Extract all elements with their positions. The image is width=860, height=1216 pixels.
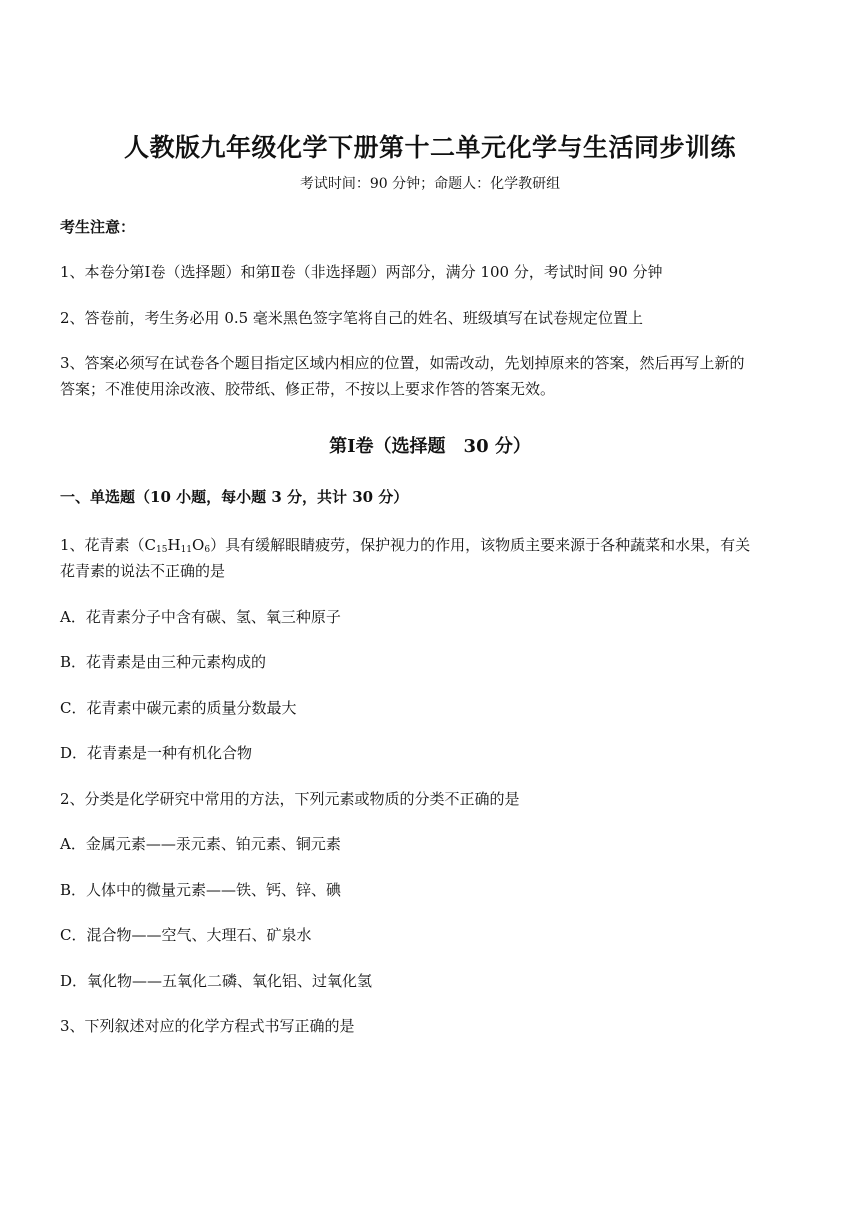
option-d: D．氧化物——五氧化二磷、氧化铝、过氧化氢 xyxy=(60,972,373,990)
option-a: A．花青素分子中含有碳、氢、氧三种原子 xyxy=(60,608,341,626)
question-stem: 3、下列叙述对应的化学方程式书写正确的是 xyxy=(60,1017,355,1035)
notice-item: 3、答案必须写在试卷各个题目指定区域内相应的位置，如需改动，先划掉原来的答案，然后再写上新的 xyxy=(60,354,745,372)
question-stem-line2: 花青素的说法不正确的是 xyxy=(60,562,226,580)
exam-info: 考试时间：90 分钟；命题人：化学教研组 xyxy=(299,176,561,192)
option-c: C．混合物——空气、大理石、矿泉水 xyxy=(60,926,312,944)
question-stem-suffix: ）具有缓解眼睛疲劳，保护视力的作用，该物质主要来源于各种蔬菜和水果，有关 xyxy=(210,536,751,554)
chemical-formula xyxy=(145,536,211,554)
formula-element: H xyxy=(167,536,181,554)
notice-item: 2、答卷前，考生务必用 0.5 毫米黑色签字笔将自己的姓名、班级填写在试卷规定位置上 xyxy=(60,309,643,327)
question-stem-prefix: 1、花青素（ xyxy=(60,536,145,554)
option-c: C．花青素中碳元素的质量分数最大 xyxy=(60,699,297,717)
formula-subscript: 11 xyxy=(180,545,193,555)
notice-item: 1、本卷分第Ⅰ卷（选择题）和第Ⅱ卷（非选择题）两部分，满分 100 分，考试时间 90 分钟 xyxy=(60,263,663,281)
part-heading: 一、单选题（10 小题，每小题 3 分，共计 30 分） xyxy=(60,488,409,506)
notice-item: 答案；不准使用涂改液、胶带纸、修正带，不按以上要求作答的答案无效。 xyxy=(60,380,556,398)
formula-subscript: 15 xyxy=(156,545,168,555)
notice-heading: 考生注意： xyxy=(60,218,136,236)
page-title: 人教版九年级化学下册第十二单元化学与生活同步训练 xyxy=(123,133,736,162)
section-title: 第Ⅰ卷（选择题 30 分） xyxy=(329,436,531,457)
option-b: B．花青素是由三种元素构成的 xyxy=(60,653,267,671)
formula-subscript: 6 xyxy=(204,545,211,555)
question-stem: 2、分类是化学研究中常用的方法，下列元素或物质的分类不正确的是 xyxy=(60,790,520,808)
option-b: B．人体中的微量元素——铁、钙、锌、碘 xyxy=(60,881,342,899)
formula-element: C xyxy=(144,536,157,554)
option-d: D．花青素是一种有机化合物 xyxy=(60,744,253,762)
option-a: A．金属元素——汞元素、铂元素、铜元素 xyxy=(60,835,341,853)
formula-element: O xyxy=(192,536,205,554)
